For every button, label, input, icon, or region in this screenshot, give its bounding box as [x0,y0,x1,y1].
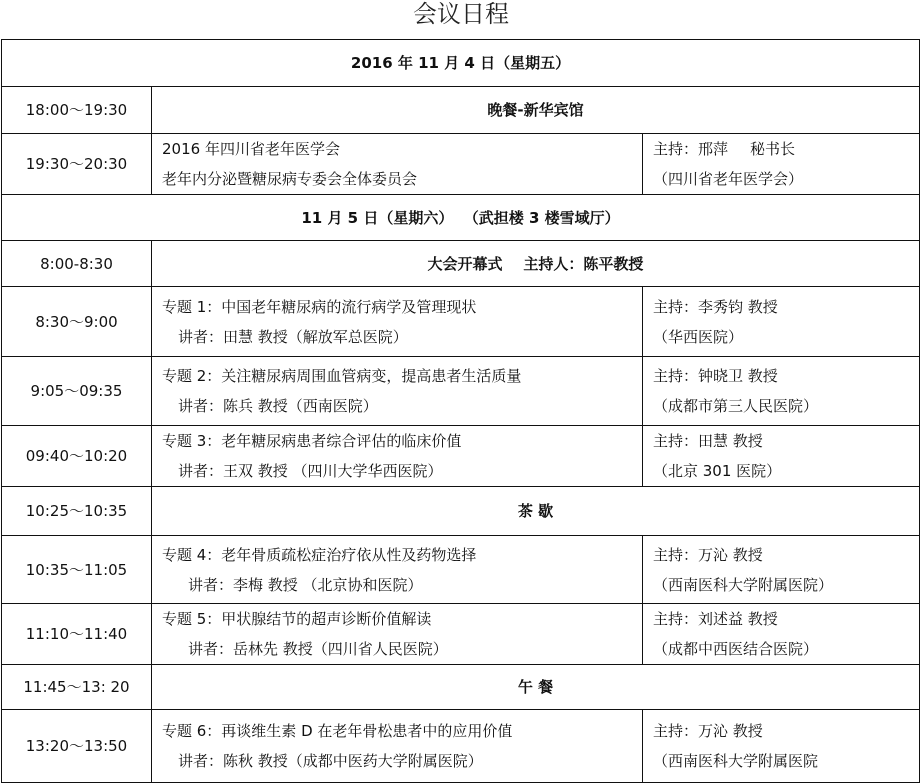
topic-title: 专题 6：再谈维生素 D 在老年骨松患者中的应用价值 [162,722,513,740]
topic-cell [152,536,643,604]
table-row [2,536,920,604]
day-header-row [2,195,920,241]
host-org: （北京 301 医院） [653,462,782,480]
table-row [2,287,920,357]
time-cell: 13:20～13:50 [2,710,152,783]
host-name: 主持：万沁 教授 [653,722,763,740]
host-cell [643,426,920,487]
time-cell: 10:25～10:35 [2,487,152,536]
host-org: （西南医科大学附属医院 [653,752,819,770]
table-row [2,426,920,487]
time-cell: 10:35～11:05 [2,536,152,604]
topic-cell [152,357,643,426]
topic-cell [152,426,643,487]
event-cell: 晚餐-新华宾馆 [152,87,920,134]
table-row [2,710,920,783]
speaker: 讲者：王双 教授 （四川大学华西医院） [178,462,443,480]
host-cell [643,604,920,665]
topic-title: 专题 5：甲状腺结节的超声诊断价值解读 [162,610,432,628]
topic-cell [152,134,643,195]
time-cell: 8:00-8:30 [2,241,152,287]
topic-title: 专题 3：老年糖尿病患者综合评估的临床价值 [162,432,462,450]
event-cell: 大会开幕式 主持人：陈平教授 [152,241,920,287]
time-cell: 18:00～19:30 [2,87,152,134]
table-row [2,241,920,287]
host-org: （四川省老年医学会） [653,170,804,188]
table-row [2,487,920,536]
speaker: 讲者：陈秋 教授（成都中医药大学附属医院） [178,752,483,770]
event-cell: 午 餐 [152,665,920,710]
host-org: （西南医科大学附属医院） [653,575,834,594]
speaker: 讲者：岳林先 教授（四川省人民医院） [188,640,448,658]
host-org: （成都中西医结合医院） [653,640,819,658]
page-title: 会议日程 [413,0,509,28]
host-cell [643,357,920,426]
host-name: 主持：邢萍 [653,140,729,158]
host-name: 主持：李秀钧 教授 [653,297,778,316]
host-org: （华西医院） [653,327,744,346]
time-cell: 09:40～10:20 [2,426,152,487]
host-title: 秘书长 [750,140,796,158]
host-name: 主持：钟晓卫 教授 [653,367,778,385]
time-cell: 11:45～13: 20 [2,665,152,710]
table-row [2,87,920,134]
host-name: 主持：万沁 教授 [653,545,763,564]
host-name: 主持：田慧 教授 [653,432,763,450]
host-org: （成都市第三人民医院） [653,397,819,415]
time-cell: 9:05～09:35 [2,357,152,426]
topic-cell [152,710,643,783]
day-header: 2016 年 11 月 4 日（星期五） [2,40,920,87]
topic-title: 专题 2：关注糖尿病周围血管病变，提高患者生活质量 [162,367,522,385]
topic-line: 2016 年四川省老年医学会 [162,140,340,158]
speaker: 讲者：李梅 教授 （北京协和医院） [188,575,423,594]
table-row [2,604,920,665]
topic-line: 老年内分泌暨糖尿病专委会全体委员会 [162,170,418,188]
topic-cell [152,604,643,665]
host-cell [643,536,920,604]
time-cell: 8:30～9:00 [2,287,152,357]
host-line [653,134,919,164]
topic-title: 专题 4：老年骨质疏松症治疗依从性及药物选择 [162,545,477,564]
host-name: 主持：刘述益 教授 [653,610,778,628]
topic-cell [152,287,643,357]
schedule-table [1,39,920,783]
table-row [2,134,920,195]
time-cell: 19:30～20:30 [2,134,152,195]
topic-title: 专题 1：中国老年糖尿病的流行病学及管理现状 [162,297,477,316]
event-cell: 茶 歇 [152,487,920,536]
host-cell [643,710,920,783]
host-cell [643,287,920,357]
speaker: 讲者：田慧 教授（解放军总医院） [178,327,408,346]
speaker: 讲者：陈兵 教授（西南医院） [178,397,378,415]
table-row [2,357,920,426]
time-cell: 11:10～11:40 [2,604,152,665]
table-row [2,665,920,710]
host-cell [643,134,920,195]
day-header: 11 月 5 日（星期六） （武担楼 3 楼雪域厅） [2,195,920,241]
day-header-row [2,40,920,87]
